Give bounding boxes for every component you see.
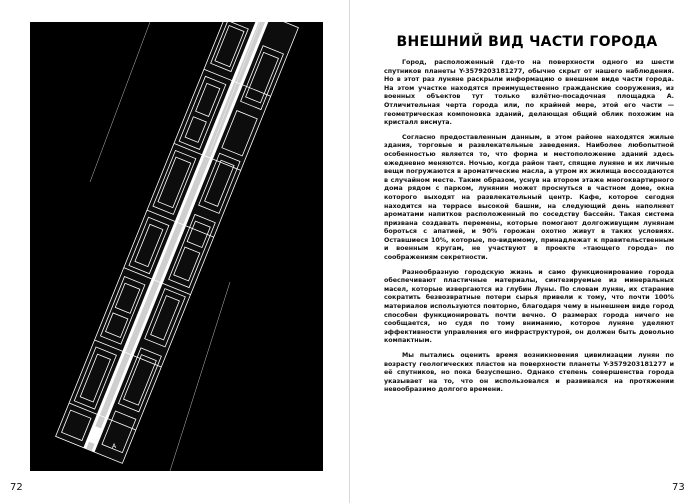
landing-pad-label: A (112, 443, 117, 450)
article-body (384, 59, 674, 401)
page-number-right: 73 (672, 482, 685, 493)
paragraph: Согласно предоставленным данным, в этом районе находятся жилые здания, торговые и развлекательные заведения. Наиболее любопытной особенностью является то, что форма и местоположение зданий здесь ежедневно меняются. Ночью, когда район тает, спящие луняне и их личные вещи погружаются в ароматические масла, а утром их жилища воссоздаются в случайном месте. Таким образом, уснув на втором этаже многоквартирного дома рядом с парком, лунянин может проснуться в частном доме, окна которого выходят на развлекательный центр. Кафе, которое сегодня находится на террасе высокой башни, на следующий день наполняет ароматами напитков расположенный по соседству бассейн. Такая система призвана создавать перемены, которые помогают долгоживущим лунянам бороться с апатией, и 90% горожан охотно живут в таких условиях. Оставшиеся 10%, которые, по-видимому, принадлежат к правительственным и военным кругам, не участвуют в проекте «тающего города» по соображениям секретности. (384, 133, 674, 262)
paragraph: Разнообразную городскую жизнь и само функционирование города обеспечивают пластичные материалы, синтезируемые из минеральных масел, которые извергаются из глубин Луны. По словам лунян, их старание сократить безвозвратные потери сырья привели к тому, что почти 100% материалов используются повторно, благодаря чему в нынешнем виде город способен функционировать почти вечно. О размерах города ничего не сообщается, но судя по тому вниманию, которое луняне уделяют эффективности управления его инфраструктурой, он должен быть довольно компактным. (384, 268, 674, 345)
city-illustration (30, 22, 323, 471)
city-line-drawing (30, 22, 323, 471)
paragraph: Город, расположенный где-то на поверхности одного из шести спутников планеты Y-3579203181277, обычно скрыт от нашего наблюдения. Но в этот раз луняне раскрыли информацию о внешнем виде части города. На этом участке находятся преимущественно гражданские сооружения, из военных объектов тут только взлётно-посадочная площадка А. Отличительная черта города или, по крайней мере, этой его части — геометрическая компоновка зданий, делающая общий облик похожим на кристалл висмута. (384, 59, 674, 127)
article-title: ВНЕШНИЙ ВИД ЧАСТИ ГОРОДА (396, 34, 658, 50)
right-page (350, 0, 700, 503)
paragraph: Мы пытались оценить время возникновения цивилизации лунян по возрасту геологических пластов на поверхности планеты Y-3579203181277 и её спутников, но пока безуспешно. Однако степень совершенства города указывает на то, что он использовался и развивался на протяжении невообразимо долгого времени. (384, 352, 674, 394)
page-number-left: 72 (10, 482, 23, 493)
